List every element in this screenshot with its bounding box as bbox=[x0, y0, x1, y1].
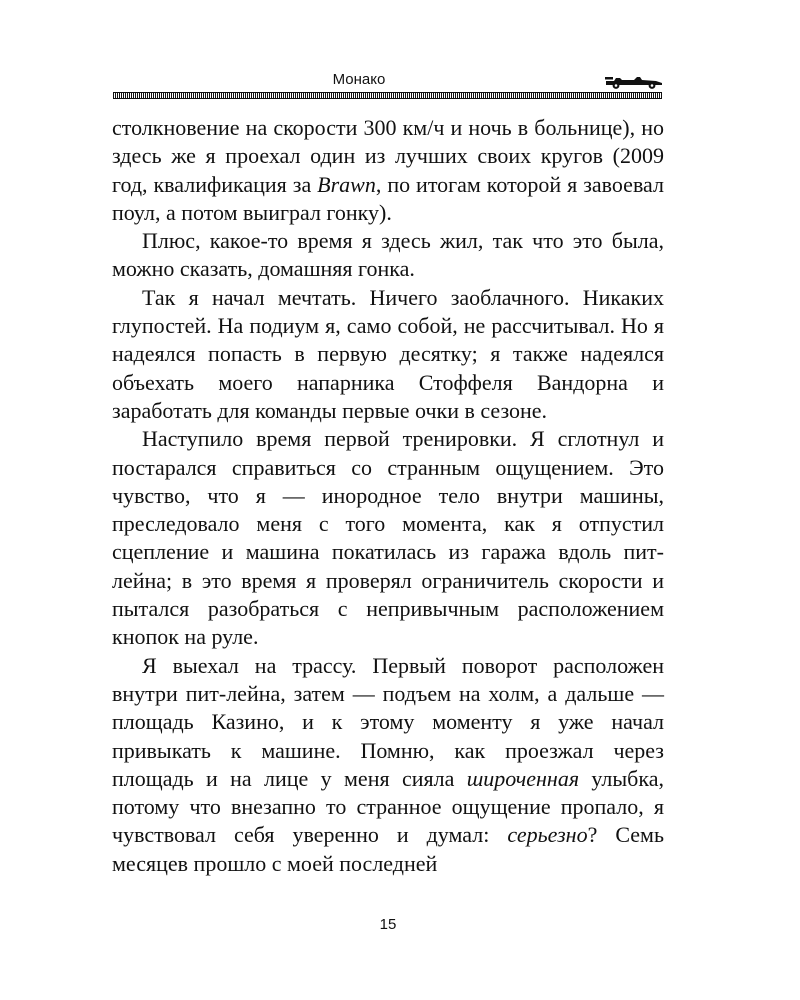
paragraph-text: ? Семь месяцев прошло с моей последней bbox=[112, 822, 664, 876]
paragraph-text: Так я начал мечтать. Ничего заоблачного. Никаких глупостей. На подиум я, само собой, не рассчитывал. Но я надеялся попасть в первую десятку; я также надеялся объехать моего напарника Стоффеля Вандорна и заработать для команды первые очки в сезоне. bbox=[112, 284, 664, 423]
page-number: 15 bbox=[379, 916, 397, 933]
paragraph bbox=[112, 114, 664, 227]
header-rule bbox=[113, 92, 662, 99]
emphasis-text: широченная bbox=[466, 765, 580, 791]
paragraph-text: Наступило время первой тренировки. Я сглотнул и постарался справиться со странным ощущением. Это чувство, что я — инородное тело внутри машины, преследовало меня с того момента, как я отпустил сцепление и машина покатилась из гаража вдоль пит-лейна; в это время я проверял ограничитель скорости и пытался разобраться с непривычным расположением кнопок на руле. bbox=[112, 426, 664, 650]
paragraph-text: Я выехал на трассу. Первый поворот расположен внутри пит-лейна, затем — подъем на холм, а дальше — площадь Казино, и к этому моменту я уже начал привыкать к машине. Помню, как проезжал через площадь и на лице у меня сияла bbox=[112, 652, 664, 791]
paragraph bbox=[112, 652, 664, 878]
body-text bbox=[112, 114, 664, 878]
running-head-title: Монако bbox=[332, 71, 386, 88]
paragraph-text: столкновение на скорости 300 км/ч и ночь в больнице), но здесь же я проехал один из лучших своих кругов (2009 год, квалификация за bbox=[112, 115, 664, 197]
paragraph-text: улыбка, потому что внезапно то странное ощущение пропало, я чувствовал себя уверенно и думал: bbox=[112, 765, 664, 848]
paragraph bbox=[112, 284, 664, 425]
paragraph bbox=[112, 227, 664, 284]
emphasis-text: серьезно bbox=[507, 822, 588, 848]
race-car-icon bbox=[604, 72, 666, 90]
paragraph-text: Плюс, какое-то время я здесь жил, так что это была, можно сказать, домашняя гонка. bbox=[112, 228, 664, 282]
paragraph-text: , по итогам которой я завоевал поул, а потом выиграл гонку). bbox=[112, 171, 664, 225]
emphasis-text: Brawn bbox=[317, 171, 376, 197]
paragraph bbox=[112, 425, 664, 651]
